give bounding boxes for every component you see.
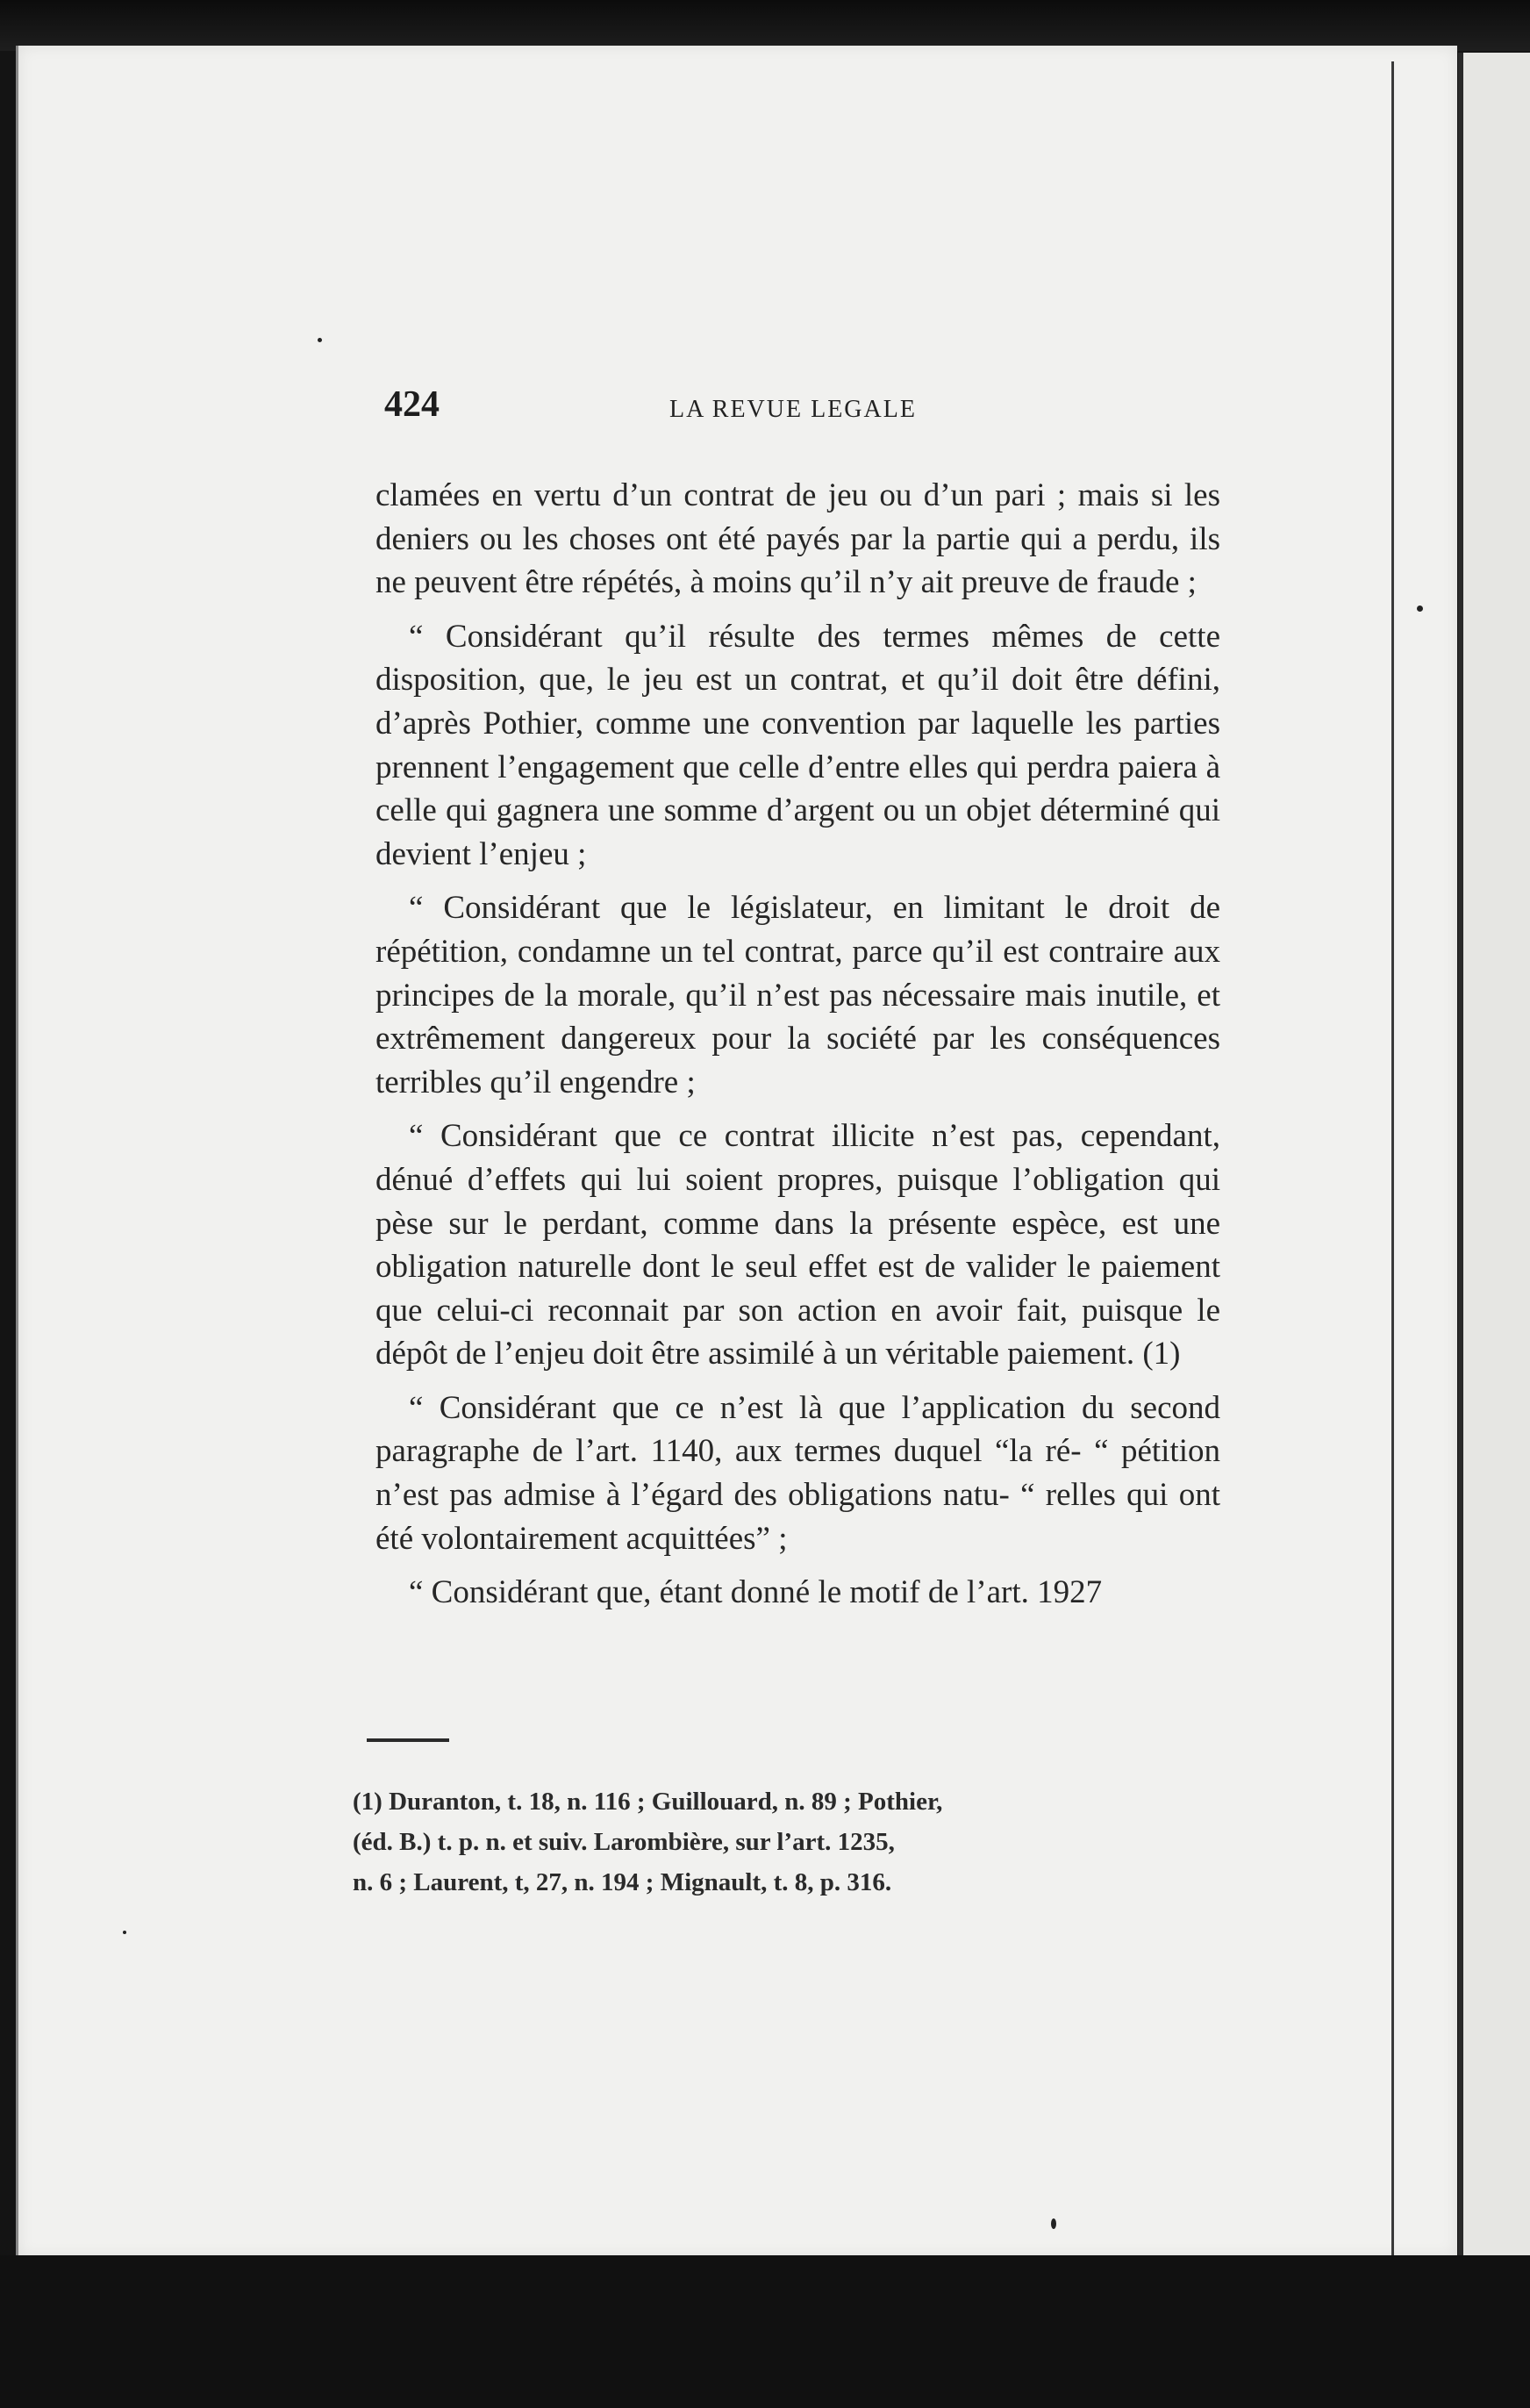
footnote-line: (éd. B.) t. p. n. et suiv. Larombière, sur l’art. 1235, [353, 1828, 895, 1856]
footnote-line: (1) Duranton, t. 18, n. 116 ; Guillouard, n. 89 ; Pothier, [353, 1788, 943, 1816]
body-text [375, 474, 1220, 1615]
paragraph-considerant: “ Considérant que ce n’est là que l’application du second paragraphe de l’art. 1140, aux termes duquel “la ré- “ pétition n’est pas admise à l’égard des obligations natu- “ relles qui ont été volontairement acquittées” ; [375, 1389, 1220, 1557]
page-number: 424 [384, 384, 440, 425]
running-head [384, 383, 1262, 436]
scan-speck [1051, 2218, 1056, 2229]
paragraph-considerant: “ Considérant qu’il résulte des termes mêmes de cette disposition, que, le jeu est un contrat, et qu’il doit être défini, d’après Pothier, comme une convention par laquelle les parties prennent l’engagement que celle d’entre elles qui perdra paiera à celle qui gagnera une somme d’argent ou un objet déterminé qui devient l’enjeu ; [375, 618, 1220, 872]
footnote-separator [367, 1738, 449, 1742]
footnotes [353, 1781, 1221, 1903]
paragraph-considerant: “ Considérant que le législateur, en limitant le droit de répétition, condamne un tel contrat, parce qu’il est contraire aux principes de la morale, qu’il n’est pas nécessaire mais inutile, et extrêmement dangereux pour la société par les conséquences terribles qu’il engendre ; [375, 890, 1220, 1100]
scan-top-edge [0, 0, 1530, 51]
paragraph-considerant: “ Considérant que ce contrat illicite n’est pas, cependant, dénué d’effets qui lui soient propres, puisque l’obligation qui pèse sur le perdant, comme dans la présente espèce, est une obligation naturelle dont le seul effet est de valider le paiement que celui-ci reconnait par son action en avoir fait, puisque le dépôt de l’enjeu doit être assimilé à un véritable paiement. (1) [375, 1118, 1220, 1372]
scan-speck [123, 1931, 126, 1934]
paragraph-continuation: clamées en vertu d’un contrat de jeu ou d’un pari ; mais si les deniers ou les choses ont été payés par la partie qui a perdu, ils ne peuvent être répétés, à moins qu’il n’y ait preuve de fraude ; [375, 477, 1220, 601]
journal-title: LA REVUE LEGALE [669, 396, 917, 423]
paragraph-considerant: “ Considérant que, étant donné le motif de l’art. 1927 [409, 1574, 1103, 1611]
scan-speck [1417, 606, 1423, 612]
adjacent-page-edge [1458, 53, 1530, 2290]
scan-speck [318, 338, 322, 342]
page-gutter-line [1391, 61, 1394, 2273]
scan-bottom-edge [0, 2255, 1530, 2408]
footnote-line: n. 6 ; Laurent, t, 27, n. 194 ; Mignault, t. 8, p. 316. [353, 1868, 892, 1896]
